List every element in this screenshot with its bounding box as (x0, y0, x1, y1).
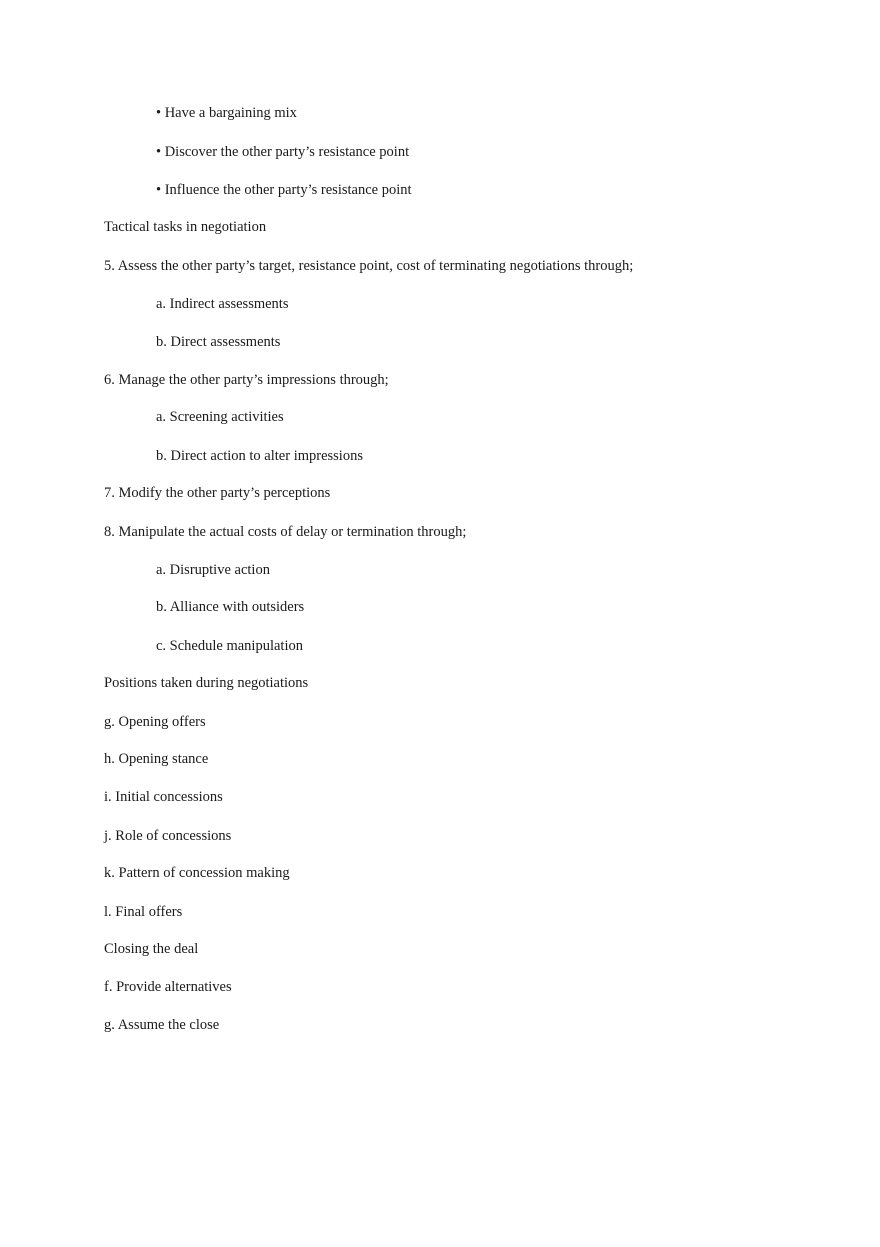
bullet-influence-resistance: • Influence the other party’s resistance point (156, 182, 412, 198)
task-8-item-a: a. Disruptive action (156, 562, 270, 578)
position-opening-stance: h. Opening stance (104, 751, 209, 767)
position-opening-offers: g. Opening offers (104, 714, 206, 730)
tactical-tasks-heading: Tactical tasks in negotiation (104, 219, 267, 235)
task-5: 5. Assess the other party’s target, resistance point, cost of terminating negotiations through; (104, 258, 634, 274)
task-8-item-c: c. Schedule manipulation (156, 638, 303, 654)
bullet-discover-resistance: • Discover the other party’s resistance point (156, 144, 410, 160)
task-5-item-b: b. Direct assessments (156, 334, 281, 350)
task-8-item-b: b. Alliance with outsiders (156, 599, 305, 615)
position-initial-concessions: i. Initial concessions (104, 789, 223, 805)
closing-provide-alternatives: f. Provide alternatives (104, 979, 232, 995)
bullet-bargaining-mix: • Have a bargaining mix (156, 105, 297, 121)
closing-heading: Closing the deal (104, 941, 199, 957)
positions-heading: Positions taken during negotiations (104, 675, 309, 691)
position-final-offers: l. Final offers (104, 904, 183, 920)
position-role-of-concessions: j. Role of concessions (104, 828, 232, 844)
task-6-item-b: b. Direct action to alter impressions (156, 448, 363, 464)
task-5-item-a: a. Indirect assessments (156, 296, 289, 312)
task-8: 8. Manipulate the actual costs of delay or termination through; (104, 524, 467, 540)
position-pattern-of-concessions: k. Pattern of concession making (104, 865, 290, 881)
closing-assume-the-close: g. Assume the close (104, 1017, 220, 1033)
task-6: 6. Manage the other party’s impressions through; (104, 372, 389, 388)
task-7: 7. Modify the other party’s perceptions (104, 485, 331, 501)
task-6-item-a: a. Screening activities (156, 409, 284, 425)
